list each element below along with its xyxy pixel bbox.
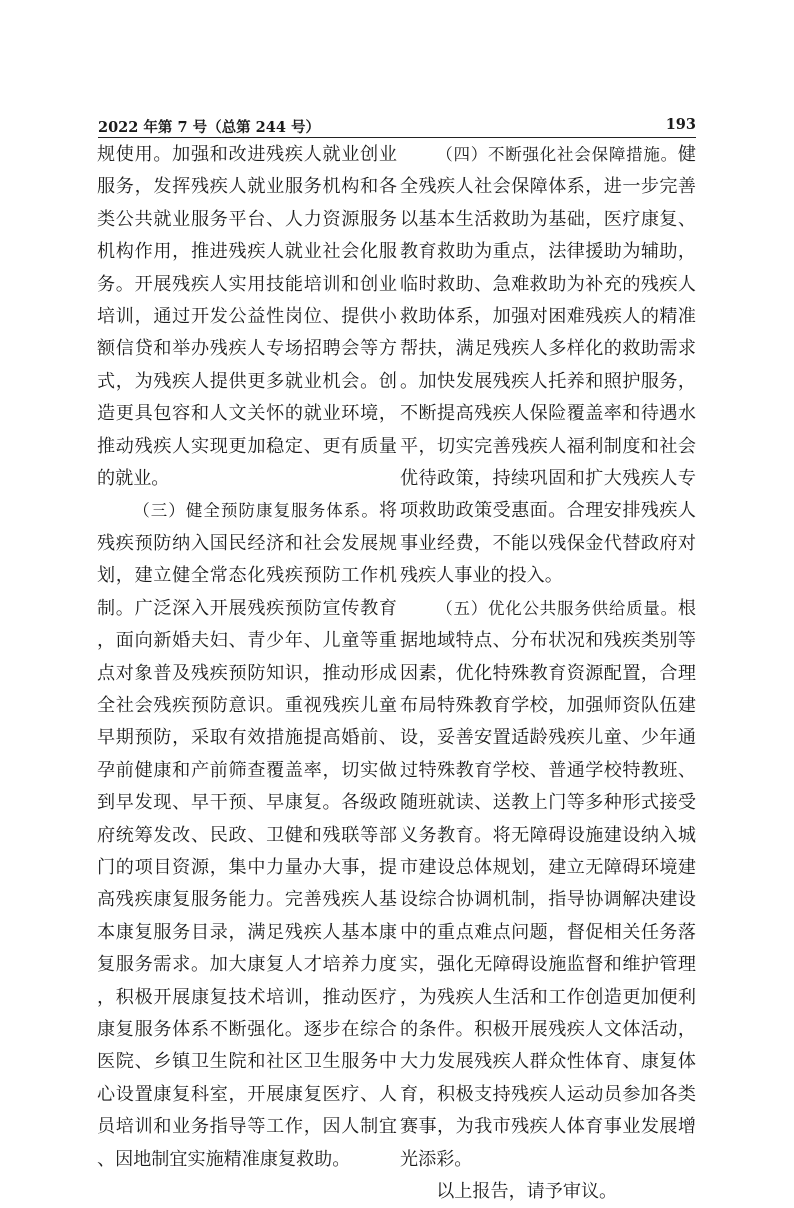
paragraph-employment: 规使用。加强和改进残疾人就业创业服务，发挥残疾人就业服务机构和各类公共就业服务平台、人力资源服务机构作用，推进残疾人就业社会化服务。开展残疾人实用技能培训和创业培训，通过开发公益性岗位、提供小额信贷和举办残疾人专场招聘会等方式，为残疾人提供更多就业机会。创造更具包容和人文关怀的就业环境，推动残疾人实现更加稳定、更有质量的就业。 [97,144,397,490]
section-5-paragraph [400,593,696,1176]
section-5-heading: （五）优化公共服务供给质量。 [436,598,678,618]
section-3-paragraph [97,495,397,1176]
left-column [97,139,397,1176]
page-number: 193 [665,116,696,133]
section-4-heading: （四）不断强化社会保障措施。 [436,145,678,164]
section-4-body: 健全残疾人社会保障体系，进一步完善以基本生活救助为基础，医疗康复、教育救助为重点，法律援助为辅助，临时救助、急难救助为补充的残疾人救助体系，加强对困难残疾人的精准帮扶，满足残疾人多样化的救助需求。加快发展残疾人托养和照护服务，不断提高残疾人保险覆盖率和待遇水平，切实完善残疾人福利制度和社会优待政策，持续巩固和扩大残疾人专项救助政策受惠面。合理安排残疾人事业经费，不能以残保金代替政府对残疾人事业的投入。 [400,144,696,587]
issue-label: 2022 年第 7 号（总第 244 号） [98,119,320,136]
section-3-body: 将残疾预防纳入国民经济和社会发展规划，建立健全常态化残疾预防工作机制。广泛深入开展残疾预防宣传教育，面向新婚夫妇、青少年、儿童等重点对象普及残疾预防知识，推动形成全社会残疾预防意识。重视残疾儿童早期预防，采取有效措施提高婚前、孕前健康和产前筛查覆盖率，切实做到早发现、早干预、早康复。各级政府统筹发改、民政、卫健和残联等部门的项目资源，集中力量办大事，提高残疾康复服务能力。完善残疾人基本康复服务目录，满足残疾人基本康复服务需求。加大康复人才培养力度，积极开展康复技术培训，推动医疗康复服务体系不断强化。逐步在综合医院、乡镇卫生院和社区卫生服务中心设置康复科室，开展康复医疗、人员培训和业务指导等工作，因人制宜、因地制宜实施精准康复救助。 [97,500,397,1170]
right-column [400,139,696,1208]
section-5-body: 根据地域特点、分布状况和残疾类别等因素，优化特殊教育资源配置，合理布局特殊教育学校，加强师资队伍建设，妥善安置适龄残疾儿童、少年通过特殊教育学校、普通学校特教班、随班就读、送教上门等多种形式接受义务教育。将无障碍设施建设纳入城市建设总体规划，建立无障碍环境建设综合协调机制，指导协调解决建设中的重点难点问题，督促相关任务落实，强化无障碍设施监督和维护管理，为残疾人生活和工作创造更加便利的条件。积极开展残疾人文体活动，大力发展残疾人群众性体育、康复体育，积极支持残疾人运动员参加各类赛事，为我市残疾人体育事业发展增光添彩。 [400,597,696,1170]
section-3-heading: （三）健全预防康复服务体系。 [133,501,379,521]
closing-line: 以上报告，请予审议。 [436,1181,618,1202]
running-header [98,113,696,138]
section-4-paragraph [400,139,696,593]
